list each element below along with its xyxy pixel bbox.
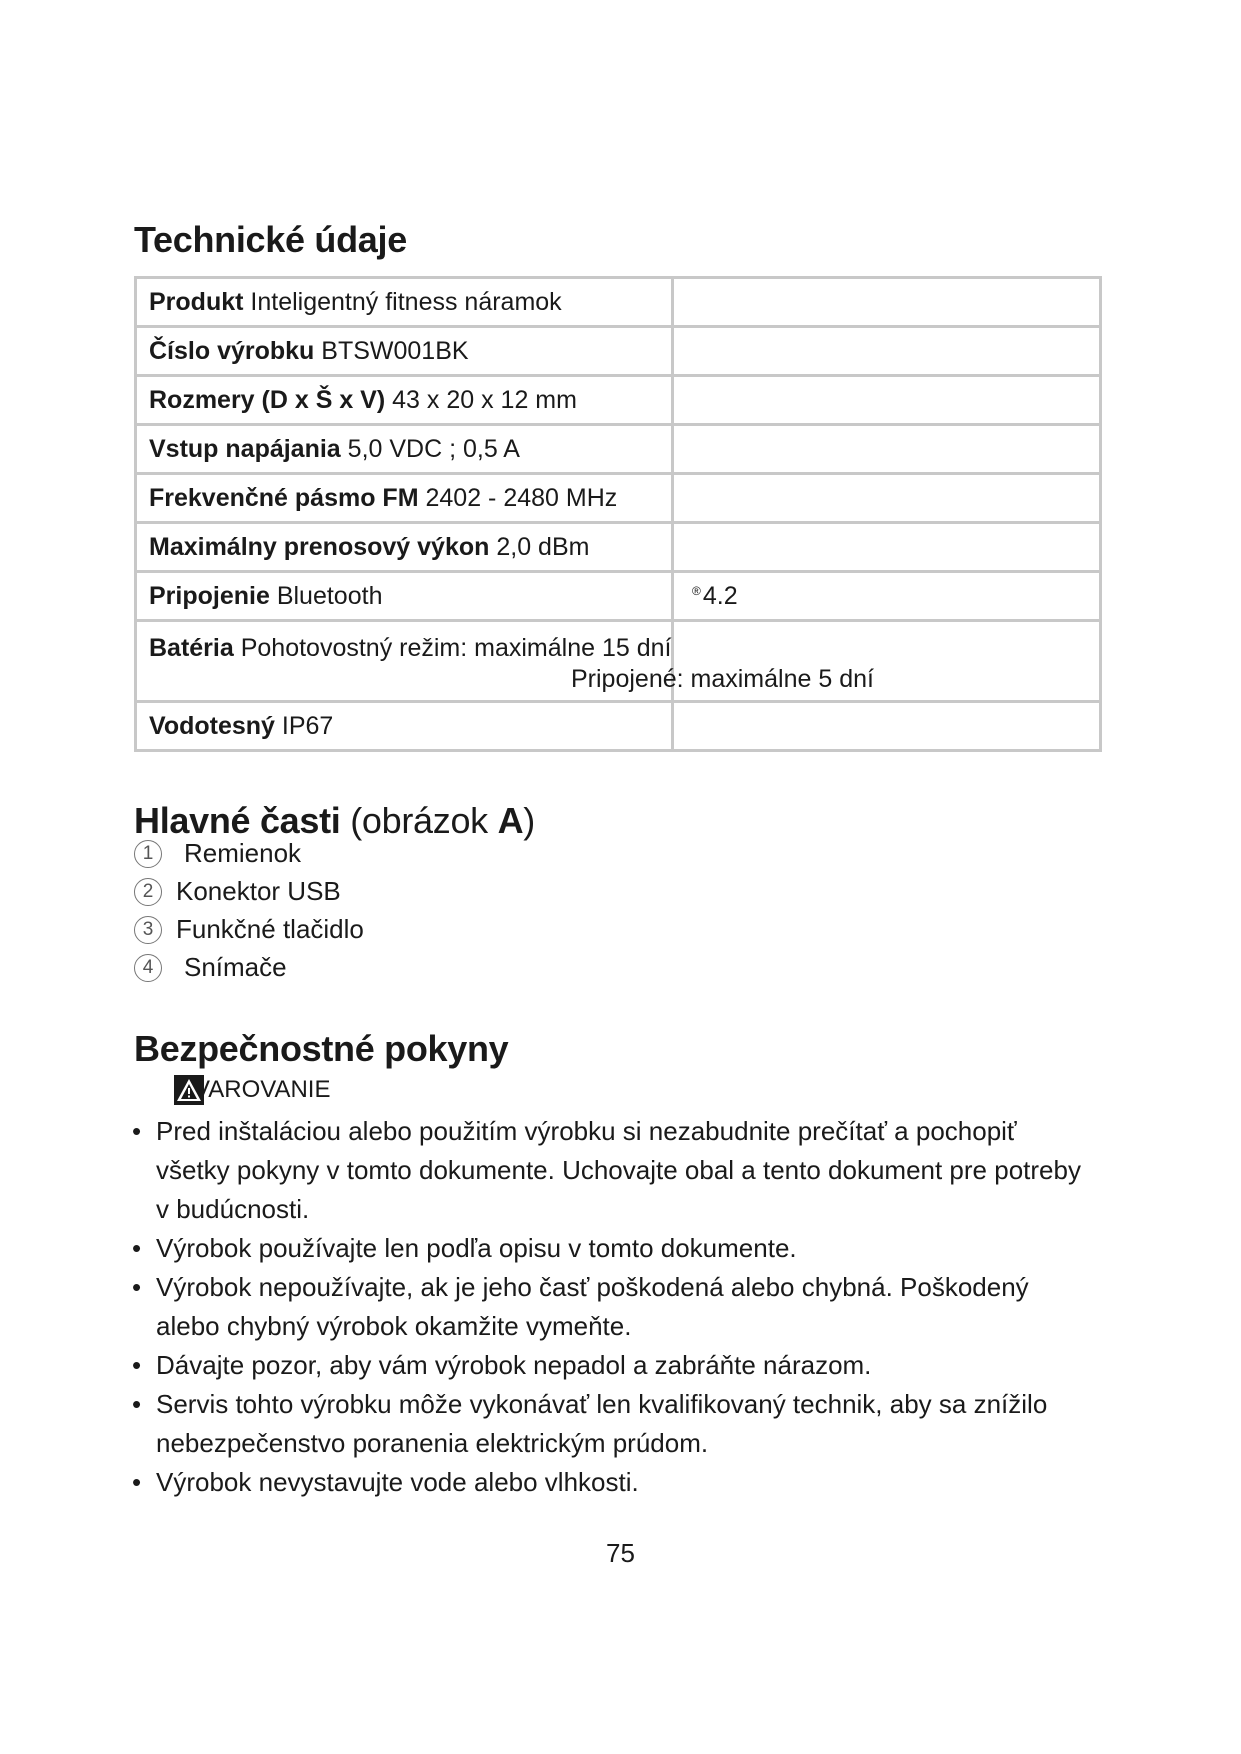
part-label: Snímače	[184, 952, 287, 982]
spec-cell-empty	[673, 278, 1101, 327]
list-item	[134, 914, 364, 945]
spec-cell	[136, 523, 673, 572]
spec-label: Frekvenčné pásmo FM	[149, 483, 419, 512]
spec-label: Vodotesný	[149, 711, 275, 740]
spec-value: Pohotovostný režim: maximálne 15 dní	[240, 634, 672, 662]
bluetooth-version	[692, 582, 738, 611]
spec-label: Batéria	[149, 634, 234, 662]
list-item: • Pred inštaláciou alebo použitím výrobku si nezabudnite prečítať a pochopiť všetky pokyny v tomto dokumente. Uchovajte obal a tento dokument pre potreby v budúcnosti.	[132, 1112, 1092, 1229]
list-item: • Výrobok používajte len podľa opisu v tomto dokumente.	[132, 1229, 1092, 1268]
part-label: Funkčné tlačidlo	[176, 914, 364, 944]
spec-label: Produkt	[149, 287, 244, 316]
table-row	[136, 425, 1101, 474]
spec-label: Pripojenie	[149, 581, 270, 610]
registered-mark: ®	[692, 584, 701, 598]
table-row	[136, 523, 1101, 572]
part-label: Konektor USB	[176, 876, 341, 906]
spec-cell-empty	[673, 425, 1101, 474]
table-row	[136, 474, 1101, 523]
spec-cell-empty	[673, 474, 1101, 523]
table-row	[136, 572, 1101, 621]
list-item	[134, 876, 341, 907]
bluetooth-version-value: 4.2	[702, 582, 738, 610]
parts-title-rest: (obrázok	[350, 800, 498, 841]
parts-title-bold: Hlavné časti	[134, 800, 341, 841]
table-row	[136, 702, 1101, 751]
circled-number: 4	[134, 954, 162, 982]
spec-label: Vstup napájania	[149, 434, 341, 463]
spec-cell	[136, 474, 673, 523]
spec-label: Maximálny prenosový výkon	[149, 532, 490, 561]
circled-number: 2	[134, 878, 162, 906]
circled-number: 3	[134, 916, 162, 944]
spec-value: Bluetooth	[276, 581, 383, 610]
section-title-safety: Bezpečnostné pokyny	[134, 1028, 509, 1069]
spec-cell	[136, 278, 673, 327]
spec-value: IP67	[281, 711, 334, 740]
spec-label: Rozmery (D x Š x V)	[149, 385, 386, 414]
section-title-parts	[134, 800, 535, 842]
page-number: 75	[606, 1538, 635, 1568]
warning-heading	[176, 1075, 330, 1105]
table-row	[136, 327, 1101, 376]
spec-cell	[136, 376, 673, 425]
section-title-technical: Technické údaje	[134, 219, 407, 260]
safety-list	[132, 1112, 1092, 1502]
spec-cell	[136, 327, 673, 376]
spec-label: Číslo výrobku	[149, 336, 315, 365]
spec-value: Inteligentný fitness náramok	[250, 287, 562, 316]
spec-value: 5,0 VDC ; 0,5 A	[347, 434, 520, 463]
circled-number: 1	[134, 840, 162, 868]
spec-cell	[136, 572, 673, 621]
spec-value: 2,0 dBm	[496, 532, 590, 561]
part-label: Remienok	[184, 838, 302, 868]
spec-value: BTSW001BK	[321, 336, 469, 365]
spec-cell	[136, 702, 673, 751]
list-item: • Servis tohto výrobku môže vykonávať len kvalifikovaný technik, aby sa znížilo nebezpečenstvo poranenia elektrickým prúdom.	[132, 1385, 1092, 1463]
spec-cell	[136, 425, 673, 474]
spec-cell-empty	[673, 327, 1101, 376]
battery-connected: Pripojené: maximálne 5 dní	[571, 665, 874, 693]
spec-value: 43 x 20 x 12 mm	[392, 385, 577, 414]
parts-title-close: )	[523, 800, 535, 841]
table-row	[136, 376, 1101, 425]
warning-label: VAROVANIE	[194, 1076, 331, 1103]
table-row	[136, 278, 1101, 327]
spec-cell-empty	[673, 702, 1101, 751]
list-item: • Výrobok nevystavujte vode alebo vlhkosti.	[132, 1463, 1092, 1502]
parts-title-letter: A	[497, 800, 524, 841]
list-item	[134, 952, 287, 983]
list-item: • Dávajte pozor, aby vám výrobok nepadol a zabráňte nárazom.	[132, 1346, 1092, 1385]
list-item: • Výrobok nepoužívajte, ak je jeho časť poškodená alebo chybná. Poškodený alebo chybný výrobok okamžite vymeňte.	[132, 1268, 1092, 1346]
spec-value: 2402 - 2480 MHz	[425, 483, 618, 512]
spec-cell-empty	[673, 376, 1101, 425]
spec-cell-empty	[673, 523, 1101, 572]
list-item	[134, 838, 301, 869]
